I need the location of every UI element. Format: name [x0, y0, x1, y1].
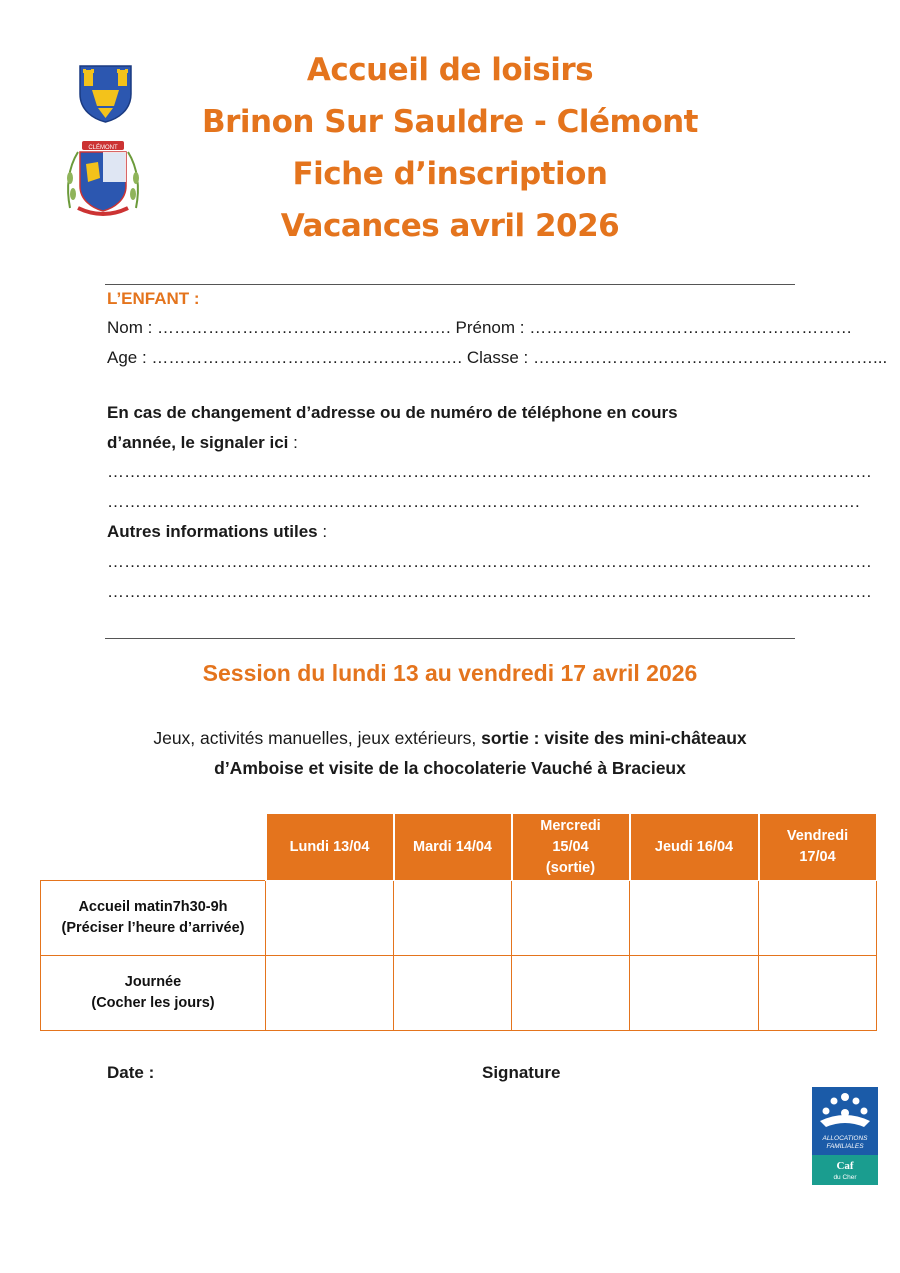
address-change-colon: :	[288, 433, 298, 452]
col-mercredi-line-3: (sortie)	[545, 859, 596, 876]
other-info-text: Autres informations utiles	[107, 522, 318, 541]
schedule-row-accueil	[41, 881, 877, 956]
nom-prenom-field[interactable]: Nom : ……………………………………………. Prénom : …………………………………………………	[107, 318, 853, 337]
schedule-row-journee	[41, 956, 877, 1031]
other-info-field-1[interactable]: ………………………………………………………………………………………………………………………	[107, 552, 872, 571]
schedule-table	[40, 813, 878, 1031]
row-journee-line-1: Journée	[124, 974, 182, 990]
schedule-header-row	[41, 814, 877, 881]
col-header-jeudi	[630, 814, 759, 881]
row-label-journee	[41, 956, 266, 1031]
other-info-field-2[interactable]: ………………………………………………………………………………………………………………………	[107, 582, 872, 601]
bottom-divider	[105, 638, 795, 639]
caf-brand: Caf	[836, 1160, 854, 1172]
other-info-label	[107, 522, 327, 542]
schedule-corner	[41, 814, 266, 881]
title-line-4: Vacances avril 2026	[280, 208, 620, 244]
title-line-3: Fiche d’inscription	[292, 156, 608, 192]
clemont-crest-icon	[64, 138, 142, 218]
cell-journee-vendredi[interactable]	[759, 956, 877, 1031]
title-line-2: Brinon Sur Sauldre - Clémont	[201, 104, 699, 140]
col-mercredi-line-2: 15/04	[552, 838, 589, 855]
caf-line-2: FAMILIALES	[826, 1143, 864, 1150]
cell-accueil-mardi[interactable]	[394, 881, 512, 956]
col-header-vendredi	[759, 814, 877, 881]
child-section-label: L’ENFANT :	[107, 289, 200, 308]
activities-bold-2: d’Amboise et visite de la chocolaterie Vauché à Bracieux	[214, 758, 686, 778]
caf-line-1: ALLOCATIONS	[822, 1135, 868, 1142]
top-divider	[105, 284, 795, 285]
row-journee-line-2: (Cocher les jours)	[91, 995, 215, 1011]
title-line-1: Accueil de loisirs	[306, 52, 594, 88]
address-change-text-1: En cas de changement d’adresse ou de numéro de téléphone en cours	[107, 403, 678, 422]
col-header-mercredi	[512, 814, 630, 881]
age-classe-field[interactable]: Age : ………………………………………………. Classe : ……………………………………………………...	[107, 348, 888, 367]
caf-dept: du Cher	[833, 1174, 857, 1181]
brinon-crest-icon	[78, 64, 133, 124]
address-change-label-2	[107, 433, 298, 453]
col-lundi-text: Lundi 13/04	[289, 839, 370, 855]
col-jeudi-text: Jeudi 16/04	[654, 839, 734, 855]
row-accueil-line-1: Accueil matin7h30-9h	[78, 899, 228, 915]
caf-logo-icon	[812, 1087, 878, 1185]
crest-banner-text: CLÉMONT	[88, 145, 118, 151]
address-change-field-1[interactable]: ………………………………………………………………………………………………………………………	[107, 462, 872, 481]
address-change-field-2[interactable]: …………………………………………………………………………………………………………………….	[107, 492, 860, 511]
col-mardi-text: Mardi 14/04	[413, 839, 492, 855]
cell-journee-mardi[interactable]	[394, 956, 512, 1031]
col-header-lundi	[266, 814, 394, 881]
session-title: Session du lundi 13 au vendredi 17 avril 2026	[202, 660, 698, 686]
col-vendredi-line-1: Vendredi	[786, 828, 849, 844]
cell-accueil-jeudi[interactable]	[630, 881, 759, 956]
cell-journee-mercredi[interactable]	[512, 956, 630, 1031]
col-header-mardi	[394, 814, 512, 881]
session-activities	[0, 723, 900, 783]
col-mercredi-line-1: Mercredi	[540, 817, 601, 834]
cell-accueil-lundi[interactable]	[266, 881, 394, 956]
cell-accueil-vendredi[interactable]	[759, 881, 877, 956]
row-label-accueil	[41, 881, 266, 956]
address-change-label-1	[107, 403, 678, 423]
cell-accueil-mercredi[interactable]	[512, 881, 630, 956]
other-info-colon: :	[317, 522, 328, 541]
col-vendredi-line-2: 17/04	[799, 849, 836, 865]
date-label: Date :	[107, 1063, 155, 1082]
address-change-text-2: d’année, le signaler ici	[107, 433, 289, 452]
signature-label: Signature	[482, 1063, 561, 1082]
row-accueil-line-2: (Préciser l’heure d’arrivée)	[61, 920, 245, 936]
activities-bold-1: sortie : visite des mini-châteaux	[481, 728, 747, 748]
activities-plain: Jeux, activités manuelles, jeux extérieurs,	[153, 728, 482, 748]
cell-journee-lundi[interactable]	[266, 956, 394, 1031]
cell-journee-jeudi[interactable]	[630, 956, 759, 1031]
